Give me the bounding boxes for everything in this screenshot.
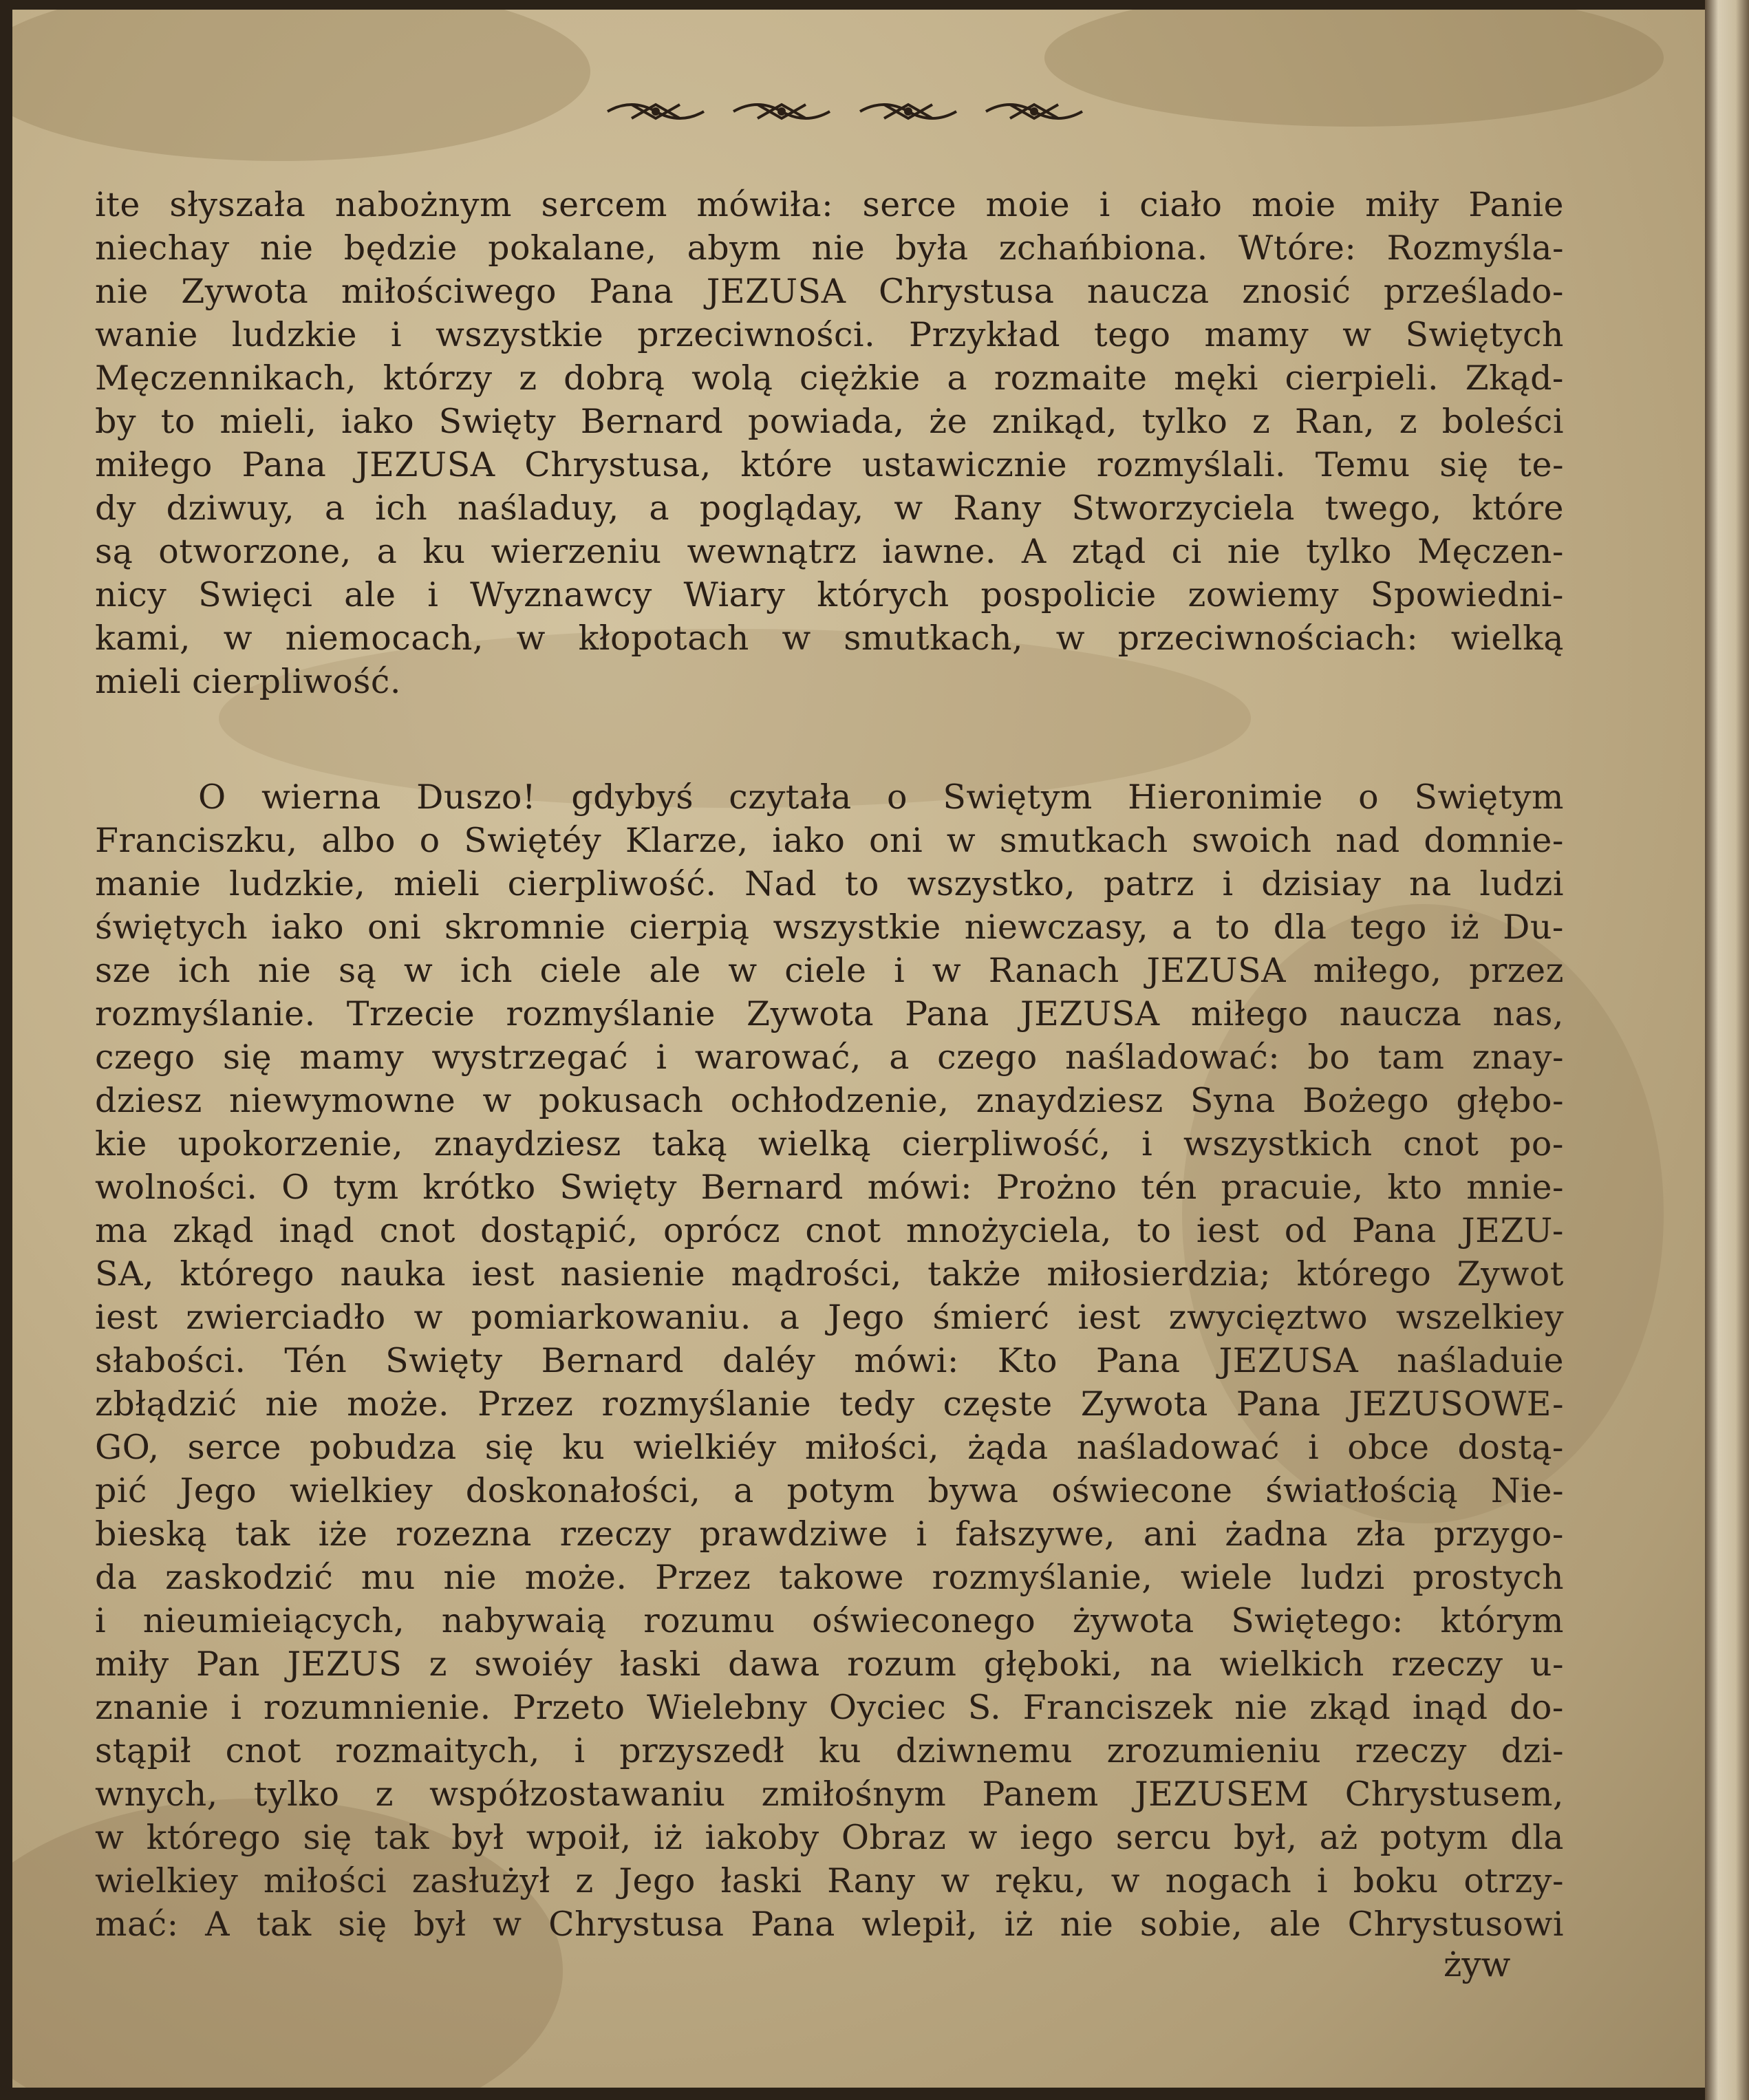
text-line: wnych, tylko z współzostawaniu zmiłośnym Panem JEZUSEM Chrystusem, <box>95 1775 1564 1814</box>
text-line: Męczennikach, którzy z dobrą wolą ciężkie a rozmaite męki cierpieli. Zkąd- <box>95 358 1564 398</box>
flourish-icon <box>604 98 707 125</box>
text-line: rozmyślanie. Trzecie rozmyślanie Zywota Pana JEZUSA miłego naucza nas, <box>95 994 1564 1033</box>
text-line: bieską tak iże rozezna rzeczy prawdziwe i fałszywe, ani żadna zła przygo- <box>95 1514 1564 1554</box>
text-line: nicy Swięci ale i Wyznawcy Wiary których pospolicie zowiemy Spowiedni- <box>95 575 1564 614</box>
stain <box>12 10 590 161</box>
text-line: stąpił cnot rozmaitych, i przyszedł ku dziwnemu zrozumieniu rzeczy dzi- <box>95 1731 1564 1770</box>
text-line: mieli cierpliwość. <box>95 662 401 701</box>
text-line: pić Jego wielkiey doskonałości, a potym bywa oświecone światłością Nie- <box>95 1471 1564 1510</box>
text-line: by to mieli, iako Swięty Bernard powiada, że znikąd, tylko z Ran, z boleści <box>95 402 1564 441</box>
text-line: świętych iako oni skromnie cierpią wszystkie niewczasy, a to dla tego iż Du- <box>95 908 1564 947</box>
header-ornament <box>604 91 1086 132</box>
flourish-icon <box>983 98 1086 125</box>
page <box>12 10 1705 2088</box>
text-line: ma zkąd inąd cnot dostąpić, oprócz cnot mnożyciela, to iest od Pana JEZU- <box>95 1211 1564 1250</box>
text-line: są otworzone, a ku wierzeniu wewnątrz iawne. A ztąd ci nie tylko Męczen- <box>95 532 1564 571</box>
catchword: żyw <box>1444 1944 1511 1984</box>
stain <box>1044 10 1664 127</box>
text-line: O wierna Duszo! gdybyś czytała o Swiętym Hieronimie o Swiętym <box>198 778 1564 817</box>
text-line: słabości. Tén Swięty Bernard daléy mówi: Kto Pana JEZUSA naśladuie <box>95 1341 1564 1380</box>
text-line: da zaskodzić mu nie może. Przez takowe rozmyślanie, wiele ludzi prostych <box>95 1558 1564 1597</box>
text-line: wolności. O tym krótko Swięty Bernard mówi: Prożno tén pracuie, kto mnie- <box>95 1168 1564 1207</box>
flourish-icon <box>857 98 960 125</box>
text-line: mać: A tak się był w Chrystusa Pana wlepił, iż nie sobie, ale Chrystusowi <box>95 1905 1564 1944</box>
text-line: sze ich nie są w ich ciele ale w ciele i w Ranach JEZUSA miłego, przez <box>95 951 1564 990</box>
paragraph-1 <box>95 183 1564 703</box>
paragraph-2 <box>95 775 1564 1946</box>
text-line: SA, którego nauka iest nasienie mądrości, także miłosierdzia; którego Zywot <box>95 1254 1564 1294</box>
text-line: dy dziwuy, a ich naśladuy, a pogląday, w Rany Stworzyciela twego, które <box>95 489 1564 528</box>
text-line: nie Zywota miłościwego Pana JEZUSA Chrystusa naucza znosić prześlado- <box>95 272 1564 311</box>
text-line: ite słyszała nabożnym sercem mówiła: serce moie i ciało moie miły Panie <box>95 185 1564 224</box>
text-line: niechay nie będzie pokalane, abym nie była zchańbiona. Wtóre: Rozmyśla- <box>95 228 1564 268</box>
text-line: iest zwierciadło w pomiarkowaniu. a Jego śmierć iest zwycięztwo wszelkiey <box>95 1298 1564 1337</box>
text-line: miłego Pana JEZUSA Chrystusa, które ustawicznie rozmyślali. Temu się te- <box>95 445 1564 484</box>
text-line: w którego się tak był wpoił, iż iakoby Obraz w iego sercu był, aż potym dla <box>95 1818 1564 1857</box>
text-line: miły Pan JEZUS z swoiéy łaski dawa rozum głęboki, na wielkich rzeczy u- <box>95 1644 1564 1684</box>
text-line: dziesz niewymowne w pokusach ochłodzenie, znaydziesz Syna Bożego głębo- <box>95 1081 1564 1120</box>
text-line: i nieumieiących, nabywaią rozumu oświeconego żywota Swiętego: którym <box>95 1601 1564 1640</box>
text-line: GO, serce pobudza się ku wielkiéy miłości, żąda naśladować i obce dostą- <box>95 1428 1564 1467</box>
flourish-icon <box>730 98 833 125</box>
text-line: wanie ludzkie i wszystkie przeciwności. Przykład tego mamy w Swiętych <box>95 315 1564 354</box>
text-line: wielkiey miłości zasłużył z Jego łaski Rany w ręku, w nogach i boku otrzy- <box>95 1861 1564 1900</box>
text-line: czego się mamy wystrzegać i warować, a czego naśladować: bo tam znay- <box>95 1038 1564 1077</box>
text-line: Franciszku, albo o Swiętéy Klarze, iako oni w smutkach swoich nad domnie- <box>95 821 1564 860</box>
text-line: manie ludzkie, mieli cierpliwość. Nad to wszystko, patrz i dzisiay na ludzi <box>95 864 1564 903</box>
text-line: kami, w niemocach, w kłopotach w smutkach, w przeciwnościach: wielką <box>95 619 1564 658</box>
binding-edge <box>1705 0 1749 2100</box>
text-line: znanie i rozumnienie. Przeto Wielebny Oyciec S. Franciszek nie zkąd inąd do- <box>95 1688 1564 1727</box>
text-line: kie upokorzenie, znaydziesz taką wielką cierpliwość, i wszystkich cnot po- <box>95 1124 1564 1164</box>
text-line: zbłądzić nie może. Przez rozmyślanie tedy częste Zywota Pana JEZUSOWE- <box>95 1384 1564 1424</box>
